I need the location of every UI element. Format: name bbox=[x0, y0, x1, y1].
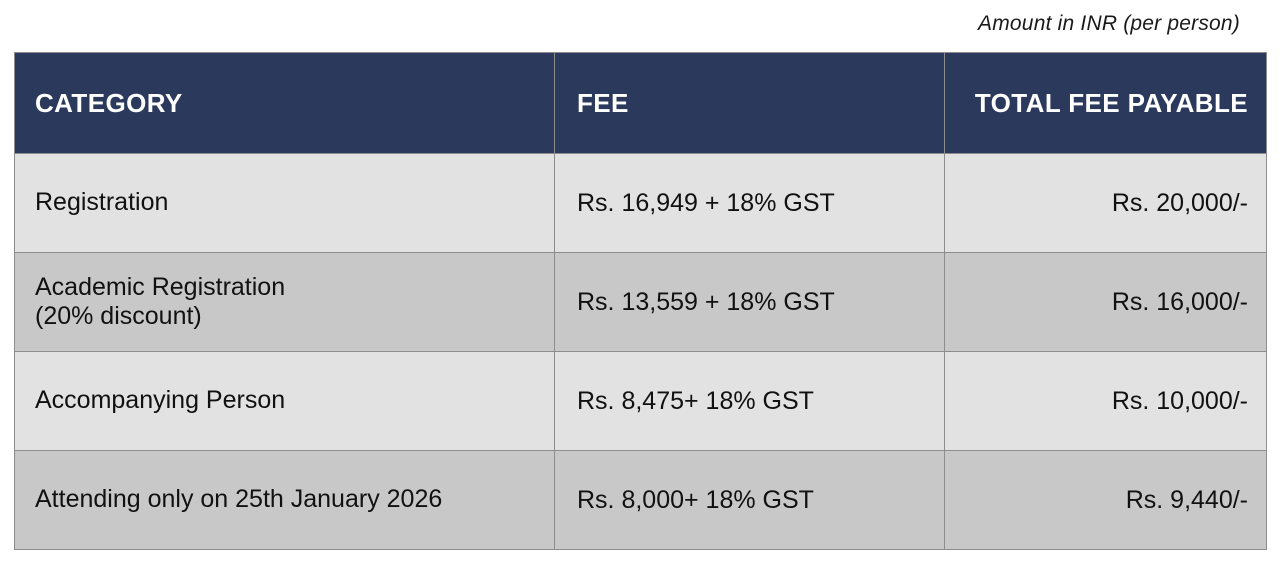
table-row bbox=[15, 451, 1267, 550]
table-header-row bbox=[15, 53, 1267, 154]
category-label: Academic Registration bbox=[35, 272, 286, 301]
column-header-fee: FEE bbox=[555, 53, 945, 154]
cell-fee: Rs. 16,949 + 18% GST bbox=[555, 154, 945, 253]
category-sublabel: (20% discount) bbox=[35, 302, 202, 330]
cell-category bbox=[15, 253, 555, 352]
table-row bbox=[15, 352, 1267, 451]
amount-currency-note: Amount in INR (per person) bbox=[978, 12, 1240, 35]
cell-fee: Rs. 8,475+ 18% GST bbox=[555, 352, 945, 451]
category-label: Registration bbox=[35, 188, 169, 217]
table-body bbox=[15, 154, 1267, 550]
cell-total-fee: Rs. 20,000/- bbox=[945, 154, 1267, 253]
cell-total-fee: Rs. 9,440/- bbox=[945, 451, 1267, 550]
category-label: Accompanying Person bbox=[35, 386, 286, 415]
cell-total-fee: Rs. 10,000/- bbox=[945, 352, 1267, 451]
cell-category bbox=[15, 154, 555, 253]
table-row bbox=[15, 154, 1267, 253]
table-header bbox=[15, 53, 1267, 154]
cell-fee: Rs. 8,000+ 18% GST bbox=[555, 451, 945, 550]
column-header-category: CATEGORY bbox=[15, 53, 555, 154]
column-header-total-fee-payable: TOTAL FEE PAYABLE bbox=[945, 53, 1267, 154]
cell-category bbox=[15, 451, 555, 550]
cell-total-fee: Rs. 16,000/- bbox=[945, 253, 1267, 352]
cell-category bbox=[15, 352, 555, 451]
registration-fee-table bbox=[14, 52, 1267, 550]
table-row bbox=[15, 253, 1267, 352]
category-label: Attending only on 25th January 2026 bbox=[35, 485, 443, 514]
cell-fee: Rs. 13,559 + 18% GST bbox=[555, 253, 945, 352]
